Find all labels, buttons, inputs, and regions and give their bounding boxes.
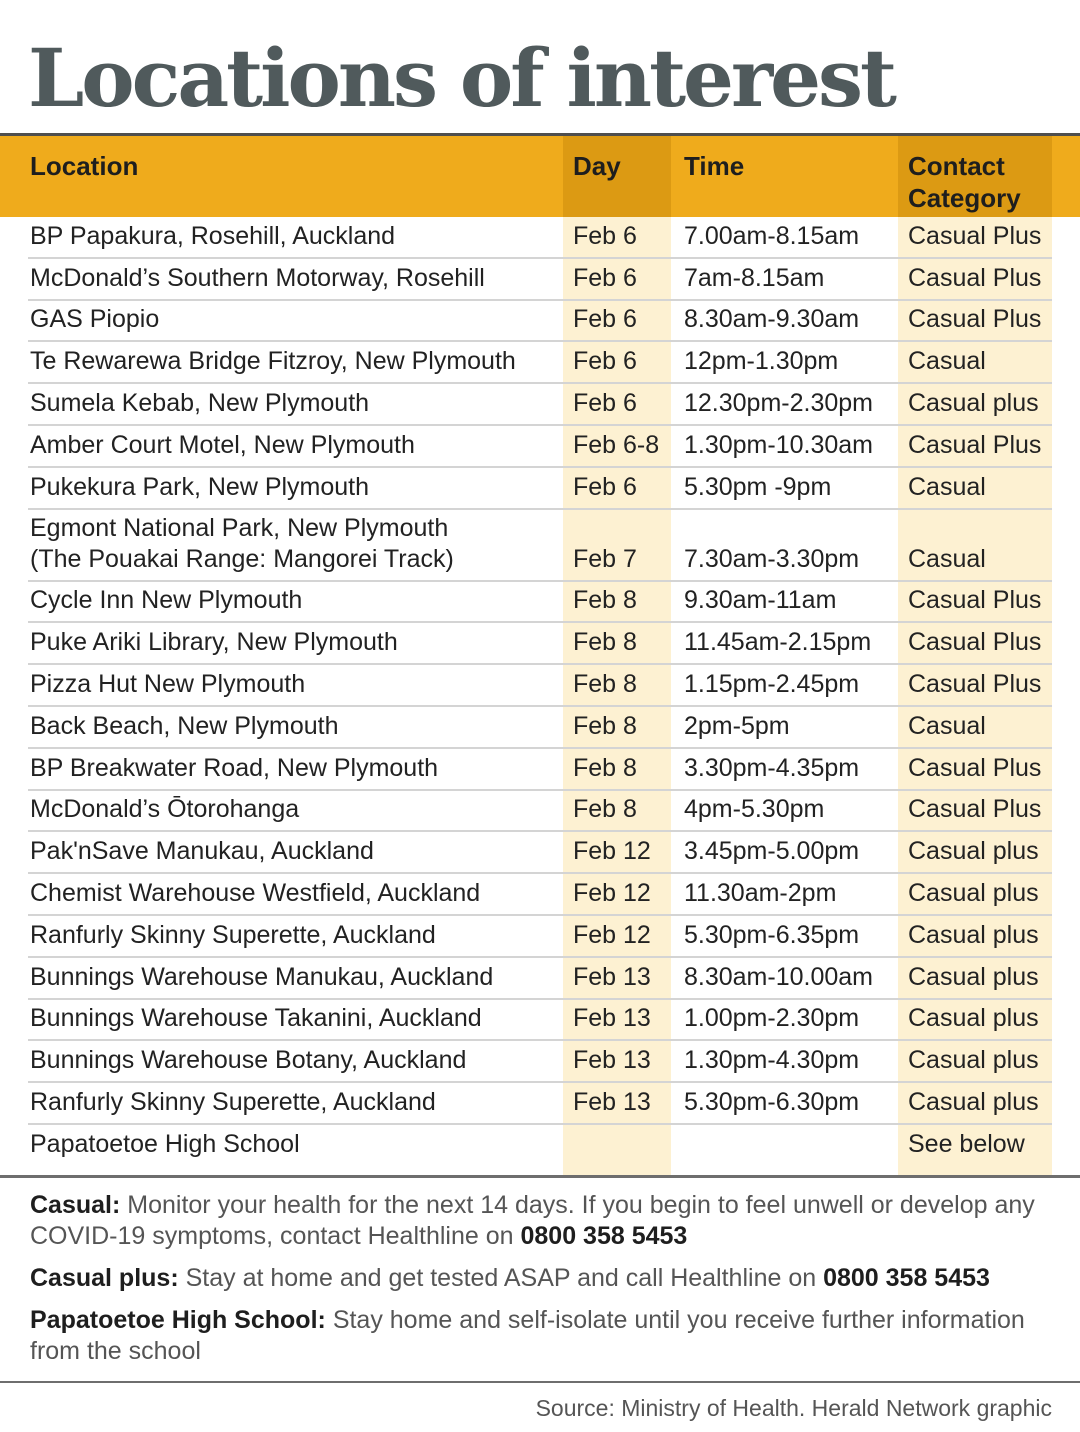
row-contact-category: Casual Plus	[908, 263, 1042, 292]
table-row	[0, 749, 1080, 791]
row-location: GAS Piopio	[30, 305, 160, 334]
row-contact-category: Casual Plus	[908, 305, 1042, 334]
row-time: 8.30am-10.00am	[684, 962, 874, 991]
table-row	[0, 832, 1080, 874]
row-day: Feb 6-8	[573, 430, 660, 459]
row-location: Amber Court Motel, New Plymouth	[30, 430, 415, 459]
legend-casual-plus	[30, 1263, 1060, 1294]
table-row	[0, 510, 1080, 582]
row-day: Feb 8	[573, 753, 637, 782]
legend-casual	[30, 1190, 1060, 1252]
legend-casual-plus-text: Stay at home and get tested ASAP and call Healthline on	[185, 1264, 817, 1292]
row-contact-category: Casual Plus	[908, 221, 1042, 250]
row-contact-category: Casual plus	[908, 1004, 1039, 1033]
row-contact-category: Casual Plus	[908, 586, 1042, 615]
table-row	[0, 1000, 1080, 1042]
row-location: Papatoetoe High School	[30, 1129, 300, 1158]
row-day: Feb 6	[573, 263, 637, 292]
row-time: 11.45am-2.15pm	[684, 628, 872, 657]
row-location: Pak'nSave Manukau, Auckland	[30, 837, 374, 866]
row-day: Feb 6	[573, 347, 637, 376]
row-location: Back Beach, New Plymouth	[30, 711, 339, 740]
row-contact-category: Casual Plus	[908, 669, 1042, 698]
row-location: Bunnings Warehouse Botany, Auckland	[30, 1046, 467, 1075]
table-row	[0, 301, 1080, 343]
row-location: Bunnings Warehouse Takanini, Auckland	[30, 1004, 482, 1033]
row-time: 3.30pm-4.35pm	[684, 753, 860, 782]
row-contact-category: Casual plus	[908, 920, 1039, 949]
row-time: 3.45pm-5.00pm	[684, 837, 860, 866]
divider-top	[0, 1175, 1080, 1178]
row-contact-category: Casual plus	[908, 878, 1039, 907]
legend-casual-plus-phone: 0800 358 5453	[823, 1264, 990, 1292]
row-contact-category: Casual Plus	[908, 753, 1042, 782]
row-contact-category: Casual plus	[908, 1087, 1039, 1116]
row-contact-category: Casual Plus	[908, 795, 1042, 824]
row-location: Sumela Kebab, New Plymouth	[30, 388, 370, 417]
row-location: Pukekura Park, New Plymouth	[30, 472, 370, 501]
table-row	[0, 623, 1080, 665]
header-time: Time	[684, 151, 745, 181]
legend-school	[30, 1305, 1060, 1367]
row-time: 9.30am-11am	[684, 586, 837, 615]
row-time: 12pm-1.30pm	[684, 347, 839, 376]
table-row	[0, 384, 1080, 426]
row-day: Feb 7	[573, 544, 637, 573]
row-location: Chemist Warehouse Westfield, Auckland	[30, 878, 481, 907]
row-time: 1.15pm-2.45pm	[684, 669, 860, 698]
row-time: 11.30am-2pm	[684, 878, 837, 907]
row-contact-category: Casual Plus	[908, 628, 1042, 657]
row-contact-category: Casual Plus	[908, 430, 1042, 459]
row-time: 2pm-5pm	[684, 711, 790, 740]
table-row	[0, 582, 1080, 624]
table-row	[0, 426, 1080, 468]
source-credit: Source: Ministry of Health. Herald Network graphic	[535, 1395, 1052, 1421]
legend-casual-text: Monitor your health for the next 14 days. If you begin to feel unwell or develop any COVID-19 symptoms, contact Healthline on	[30, 1191, 1035, 1250]
table-header	[0, 133, 1080, 217]
row-time: 12.30pm-2.30pm	[684, 388, 874, 417]
row-day: Feb 8	[573, 711, 637, 740]
row-contact-category: Casual plus	[908, 962, 1039, 991]
row-day: Feb 6	[573, 221, 637, 250]
table-row	[0, 468, 1080, 510]
row-location: Ranfurly Skinny Superette, Auckland	[30, 920, 436, 949]
row-day: Feb 13	[573, 1046, 651, 1075]
header-location: Location	[30, 151, 139, 181]
row-day: Feb 13	[573, 1087, 651, 1116]
row-location: Ranfurly Skinny Superette, Auckland	[30, 1087, 436, 1116]
page-title: Locations of interest	[28, 31, 894, 125]
row-contact-category: Casual plus	[908, 1046, 1039, 1075]
row-contact-category: Casual	[908, 711, 986, 740]
row-time: 1.00pm-2.30pm	[684, 1004, 860, 1033]
row-contact-category: Casual	[908, 347, 986, 376]
row-location: Te Rewarewa Bridge Fitzroy, New Plymouth	[30, 347, 516, 376]
row-time: 5.30pm-6.30pm	[684, 1087, 860, 1116]
locations-table-body	[0, 217, 1080, 1167]
header-contact-category-line1: Contact	[908, 151, 1005, 181]
row-location: Egmont National Park, New Plymouth	[30, 513, 449, 542]
table-row	[0, 1125, 1080, 1167]
row-contact-category: Casual plus	[908, 388, 1039, 417]
legend-school-text: Stay home and self-isolate until you receive further information from the school	[30, 1306, 1025, 1365]
legend-casual-phone: 0800 358 5453	[520, 1222, 688, 1250]
row-day: Feb 12	[573, 920, 651, 949]
header-day: Day	[563, 136, 671, 217]
row-location-line2: (The Pouakai Range: Mangorei Track)	[30, 544, 454, 573]
row-day: Feb 6	[573, 472, 637, 501]
table-row	[0, 958, 1080, 1000]
row-location: Puke Ariki Library, New Plymouth	[30, 628, 398, 657]
row-day: Feb 6	[573, 305, 637, 334]
row-contact-category: See below	[908, 1129, 1025, 1158]
legend-casual-plus-term: Casual plus:	[30, 1264, 179, 1292]
row-day: Feb 8	[573, 669, 637, 698]
row-contact-category: Casual	[908, 544, 986, 573]
table-row	[0, 1041, 1080, 1083]
row-location: Bunnings Warehouse Manukau, Auckland	[30, 962, 494, 991]
table-row	[0, 791, 1080, 833]
header-contact-category-line2: Category	[908, 183, 1021, 213]
table-row	[0, 874, 1080, 916]
row-location: BP Breakwater Road, New Plymouth	[30, 753, 439, 782]
row-day: Feb 6	[573, 388, 637, 417]
row-time: 1.30pm-10.30am	[684, 430, 874, 459]
table-row	[0, 916, 1080, 958]
row-location: McDonald’s Southern Motorway, Rosehill	[30, 263, 485, 292]
row-contact-category: Casual plus	[908, 837, 1039, 866]
table-row	[0, 665, 1080, 707]
row-time: 7.00am-8.15am	[684, 221, 860, 250]
row-day: Feb 13	[573, 962, 651, 991]
legend-casual-term: Casual:	[30, 1191, 121, 1219]
row-time: 5.30pm-6.35pm	[684, 920, 860, 949]
row-location: BP Papakura, Rosehill, Auckland	[30, 221, 396, 250]
header-contact-category	[898, 136, 1052, 217]
row-day: Feb 13	[573, 1004, 651, 1033]
table-row	[0, 707, 1080, 749]
row-time: 1.30pm-4.30pm	[684, 1046, 860, 1075]
row-day: Feb 8	[573, 628, 637, 657]
divider-bottom	[0, 1381, 1080, 1383]
row-location: McDonald’s Ōtorohanga	[30, 795, 300, 824]
table-row	[0, 259, 1080, 301]
row-contact-category: Casual	[908, 472, 986, 501]
row-day: Feb 8	[573, 795, 637, 824]
row-time: 5.30pm -9pm	[684, 472, 832, 501]
table-row	[0, 1083, 1080, 1125]
row-time: 8.30am-9.30am	[684, 305, 860, 334]
table-row	[0, 342, 1080, 384]
row-time: 7am-8.15am	[684, 263, 825, 292]
row-location: Pizza Hut New Plymouth	[30, 669, 306, 698]
row-day: Feb 8	[573, 586, 637, 615]
row-time: 4pm-5.30pm	[684, 795, 825, 824]
row-day: Feb 12	[573, 878, 651, 907]
row-day: Feb 12	[573, 837, 651, 866]
row-time: 7.30am-3.30pm	[684, 544, 860, 573]
table-row	[0, 217, 1080, 259]
legend-school-term: Papatoetoe High School:	[30, 1306, 326, 1334]
row-location: Cycle Inn New Plymouth	[30, 586, 303, 615]
